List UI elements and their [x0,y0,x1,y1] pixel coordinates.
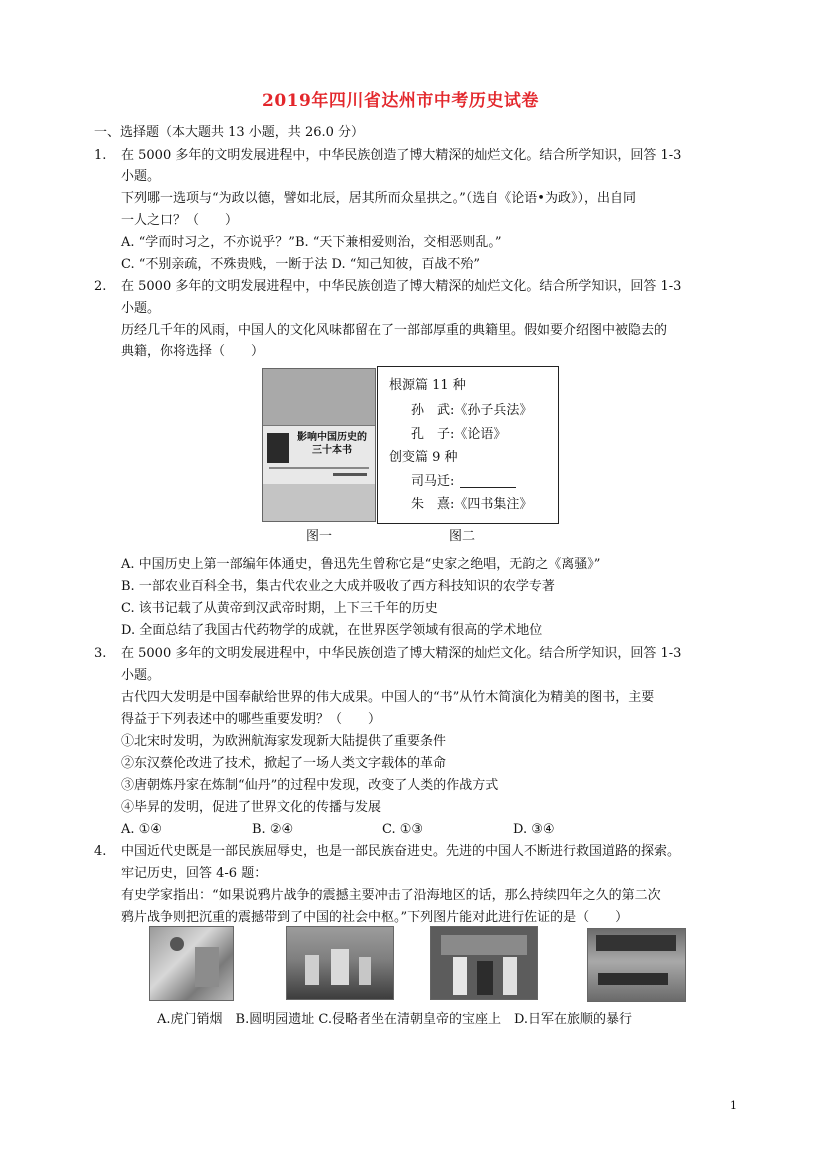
q3-intro-cont: 小题。 [121,668,161,683]
q2-option-b: B. 一部农业百科全书，集古代农业之大成并吸收了西方科技知识的农学专著 [121,579,555,594]
page-title: 2019年四川省达州市中考历史试卷 [262,91,539,111]
q3-statement-2: ②东汉蔡伦改进了技术，掀起了一场人类文字载体的革命 [121,756,447,771]
photo-d-lushun [587,928,686,1002]
photo-a-humen [149,926,234,1001]
fig2-line-5: 司马迁: [411,474,455,489]
fig2-line-3: 孔 子:《论语》 [411,427,507,442]
q1-stem-cont: 一人之口？（ ） [121,213,239,228]
q2-option-d: D. 全面总结了我国古代药物学的成就，在世界医学领域有很高的学术地位 [121,623,543,638]
q1-number: 1. [94,148,107,163]
q3-option-d: D. ③④ [513,822,555,837]
q1-intro: 在 5000 多年的文明发展进程中，中华民族创造了博大精深的灿烂文化。结合所学知识，回答 1-3 [121,148,682,163]
q3-statement-3: ③唐朝炼丹家在炼制“仙丹”的过程中发现，改变了人类的作战方式 [121,778,499,793]
q2-intro-cont: 小题。 [121,301,161,316]
fig2-blank [460,487,516,488]
fig2-line-1: 根源篇 11 种 [389,378,466,393]
fig2-line-4: 创变篇 9 种 [389,450,458,465]
figure-2-book-list [377,366,559,524]
q2-option-c: C. 该书记载了从黄帝到汉武帝时期，上下三千年的历史 [121,601,438,616]
q3-intro: 在 5000 多年的文明发展进程中，中华民族创造了博大精深的灿烂文化。结合所学知识，回答 1-3 [121,646,682,661]
q3-statement-1: ①北宋时发明，为欧洲航海家发现新大陆提供了重要条件 [121,734,447,749]
q2-stem: 历经几千年的风雨，中国人的文化风味都留在了一部部厚重的典籍里。假如要介绍图中被隐去的 [121,323,668,338]
q3-option-b: B. ②④ [252,822,294,837]
q3-stem-cont: 得益于下列表述中的哪些重要发明？（ ） [121,712,382,727]
q4-stem: 有史学家指出：“如果说鸦片战争的震撼主要冲击了沿海地区的话，那么持续四年之久的第二次 [121,888,661,903]
fig2-line-6: 朱 熹:《四书集注》 [411,497,533,512]
q3-statement-4: ④毕昇的发明，促进了世界文化的传播与发展 [121,800,382,815]
q3-stem: 古代四大发明是中国奉献给世界的伟大成果。中国人的“书”从竹木简演化为精美的图书，主要 [121,690,655,705]
figure-1-book-cover [262,368,376,522]
q1-option-cd: C. “不别亲疏，不殊贵贱，一断于法 D. “知己知彼，百战不殆” [121,257,481,272]
q3-option-a: A. ①④ [121,822,162,837]
q2-intro: 在 5000 多年的文明发展进程中，中华民族创造了博大精深的灿烂文化。结合所学知识，回答 1-3 [121,279,682,294]
figure-2-label: 图二 [449,529,476,544]
cover-title: 影响中国历史的三十本书 [297,432,367,456]
q1-stem: 下列哪一选项与“为政以德，譬如北辰，居其所而众星拱之。”（选自《论语•为政》），出自同 [121,191,636,206]
q1-option-ab: A. “学而时习之，不亦说乎？”B. “天下兼相爱则治，交相恶则乱。” [121,235,502,250]
q3-number: 3. [94,646,107,661]
section-header: 一、选择题（本大题共 13 小题，共 26.0 分） [94,125,365,140]
figure-1-label: 图一 [306,529,333,544]
q2-number: 2. [94,279,107,294]
q4-number: 4. [94,844,107,859]
q4-stem-cont: 鸦片战争则把沉重的震撼带到了中国的社会中枢。”下列图片能对此进行佐证的是（ ） [121,910,629,925]
q4-intro-cont: 牢记历史，回答 4-6 题： [121,866,268,881]
q1-intro-cont: 小题。 [121,169,161,184]
fig2-line-2: 孙 武:《孙子兵法》 [411,403,533,418]
q3-option-c: C. ①③ [382,822,424,837]
page-number: 1 [730,1099,737,1112]
photo-b-yuanmingyuan [286,926,394,1000]
photo-c-throne [430,926,538,1000]
q2-option-a: A. 中国历史上第一部编年体通史，鲁迅先生曾称它是“史家之绝唱，无韵之《离骚》” [121,557,601,572]
q4-intro: 中国近代史既是一部民族屈辱史，也是一部民族奋进史。先进的中国人不断进行救国道路的探索。 [121,844,681,859]
q4-captions: A.虎门销烟 B.圆明园遗址 C.侵略者坐在清朝皇帝的宝座上 D.日军在旅顺的暴行 [157,1012,633,1027]
cover-photo [267,433,289,463]
q2-stem-cont: 典籍，你将选择（ ） [121,344,265,359]
